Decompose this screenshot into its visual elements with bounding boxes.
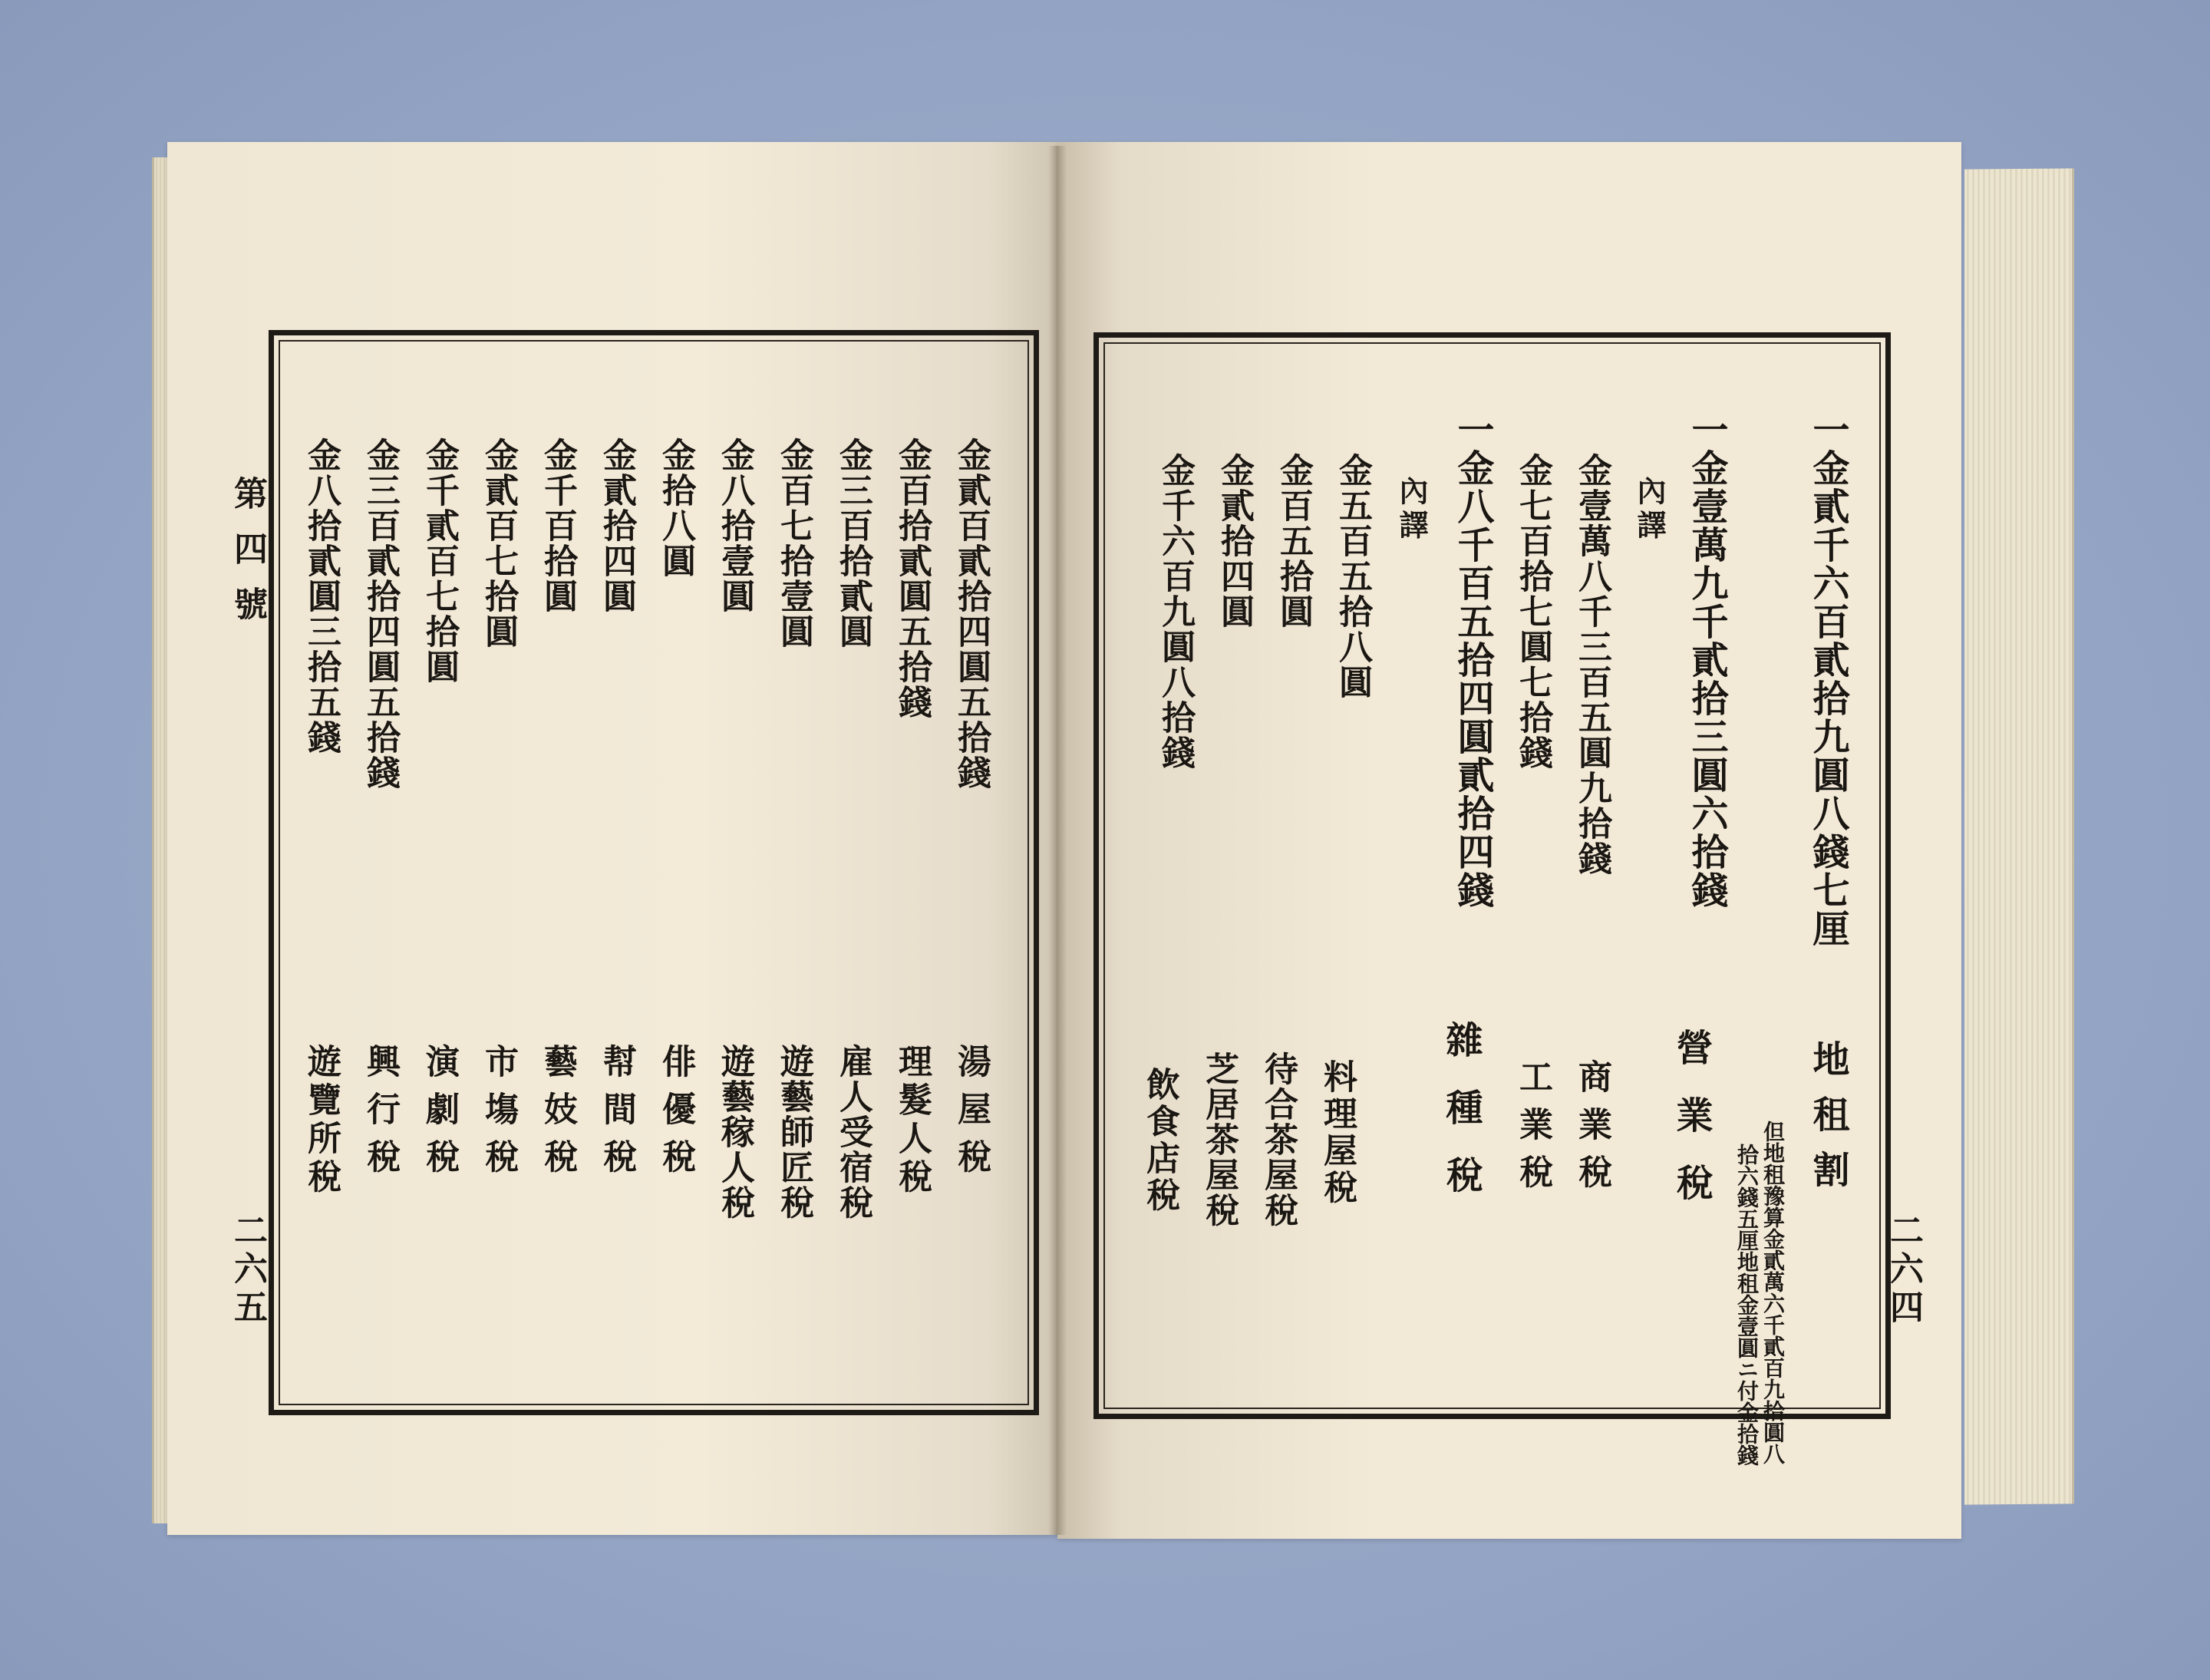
teahouse-tax: 待合茶屋稅 xyxy=(1258,1051,1298,1228)
page-stack-right xyxy=(1964,168,2074,1504)
left-amount-4: 金百七拾壹圓 xyxy=(774,437,813,649)
business-tax-label: 營業稅 xyxy=(1670,1028,1713,1231)
left-tax-7: 幇間稅 xyxy=(597,1044,636,1187)
left-amount-3: 金三百拾貳圓 xyxy=(833,437,872,649)
theatre-teahouse-amount: 金貳拾四圓 xyxy=(1215,453,1254,629)
land-tax-label: 地租割 xyxy=(1806,1040,1849,1206)
left-amount-10: 金千貳百七拾圓 xyxy=(420,437,459,685)
land-tax-note-2: 拾六錢五厘地租金壹圓ニ付金拾錢 xyxy=(1734,1144,1760,1466)
left-tax-11: 興行稅 xyxy=(361,1044,400,1187)
left-amount-7: 金貳拾四圓 xyxy=(597,437,636,614)
left-page-number: 二六五 xyxy=(228,1213,267,1328)
left-amount-6: 金拾八圓 xyxy=(656,437,695,579)
left-tax-3: 雇人受宿稅 xyxy=(833,1044,872,1220)
eatery-amount: 金千六百九圓八拾錢 xyxy=(1156,453,1195,771)
left-amount-11: 金三百貳拾四圓五拾錢 xyxy=(361,437,400,790)
eatery-tax: 飲食店稅 xyxy=(1140,1067,1179,1214)
left-tax-10: 演劇稅 xyxy=(420,1044,459,1187)
left-amount-2: 金百拾貳圓五拾錢 xyxy=(892,437,932,720)
left-tax-1: 湯屋稅 xyxy=(952,1044,991,1187)
left-amount-1: 金貳百貳拾四圓五拾錢 xyxy=(952,437,991,790)
left-tax-5: 遊藝稼人稅 xyxy=(715,1044,754,1220)
left-tax-6: 俳優稅 xyxy=(656,1044,695,1187)
industrial-tax: 工業稅 xyxy=(1513,1059,1552,1202)
right-page-number: 二六四 xyxy=(1884,1213,1923,1328)
restaurant-tax: 料理屋稅 xyxy=(1318,1059,1357,1206)
teahouse-amount: 金百五拾圓 xyxy=(1274,453,1313,629)
breakdown-label-1: 內譯 xyxy=(1632,476,1667,543)
left-amount-9: 金貳百七拾圓 xyxy=(479,437,518,649)
restaurant-amount: 金五百五拾八圓 xyxy=(1333,453,1372,700)
land-tax-note-1: 但地租豫算金貳萬六千貳百九拾圓八 xyxy=(1760,1121,1786,1464)
commercial-amount: 金壹萬八千三百五圓九拾錢 xyxy=(1572,453,1611,876)
right-total: 一金貳千六百貳拾九圓八錢七厘 xyxy=(1806,411,1849,948)
left-tax-4: 遊藝師匠稅 xyxy=(774,1044,813,1220)
left-tax-12: 遊覽所稅 xyxy=(302,1044,341,1197)
left-amount-8: 金千百拾圓 xyxy=(538,437,577,614)
left-amount-5: 金八拾壹圓 xyxy=(715,437,754,614)
breakdown-label-2: 內譯 xyxy=(1394,476,1429,543)
theatre-teahouse-tax: 芝居茶屋稅 xyxy=(1199,1051,1239,1228)
left-tax-9: 市塲稅 xyxy=(479,1044,518,1187)
misc-total: 一金八千百五拾四圓貳拾四錢 xyxy=(1451,411,1494,909)
misc-tax-label: 雜種稅 xyxy=(1440,1021,1483,1223)
left-amount-12: 金八拾貳圓三拾五錢 xyxy=(302,437,341,755)
left-tax-2: 理髮人稅 xyxy=(892,1044,932,1197)
book-gutter xyxy=(1048,146,1067,1535)
commercial-tax: 商業稅 xyxy=(1572,1059,1611,1202)
business-total: 一金壹萬九千貳拾三圓六拾錢 xyxy=(1685,411,1728,909)
industrial-amount: 金七百拾七圓七拾錢 xyxy=(1513,453,1552,771)
left-tax-8: 藝妓稅 xyxy=(538,1044,577,1187)
left-margin-header: 第四號 xyxy=(228,476,267,642)
